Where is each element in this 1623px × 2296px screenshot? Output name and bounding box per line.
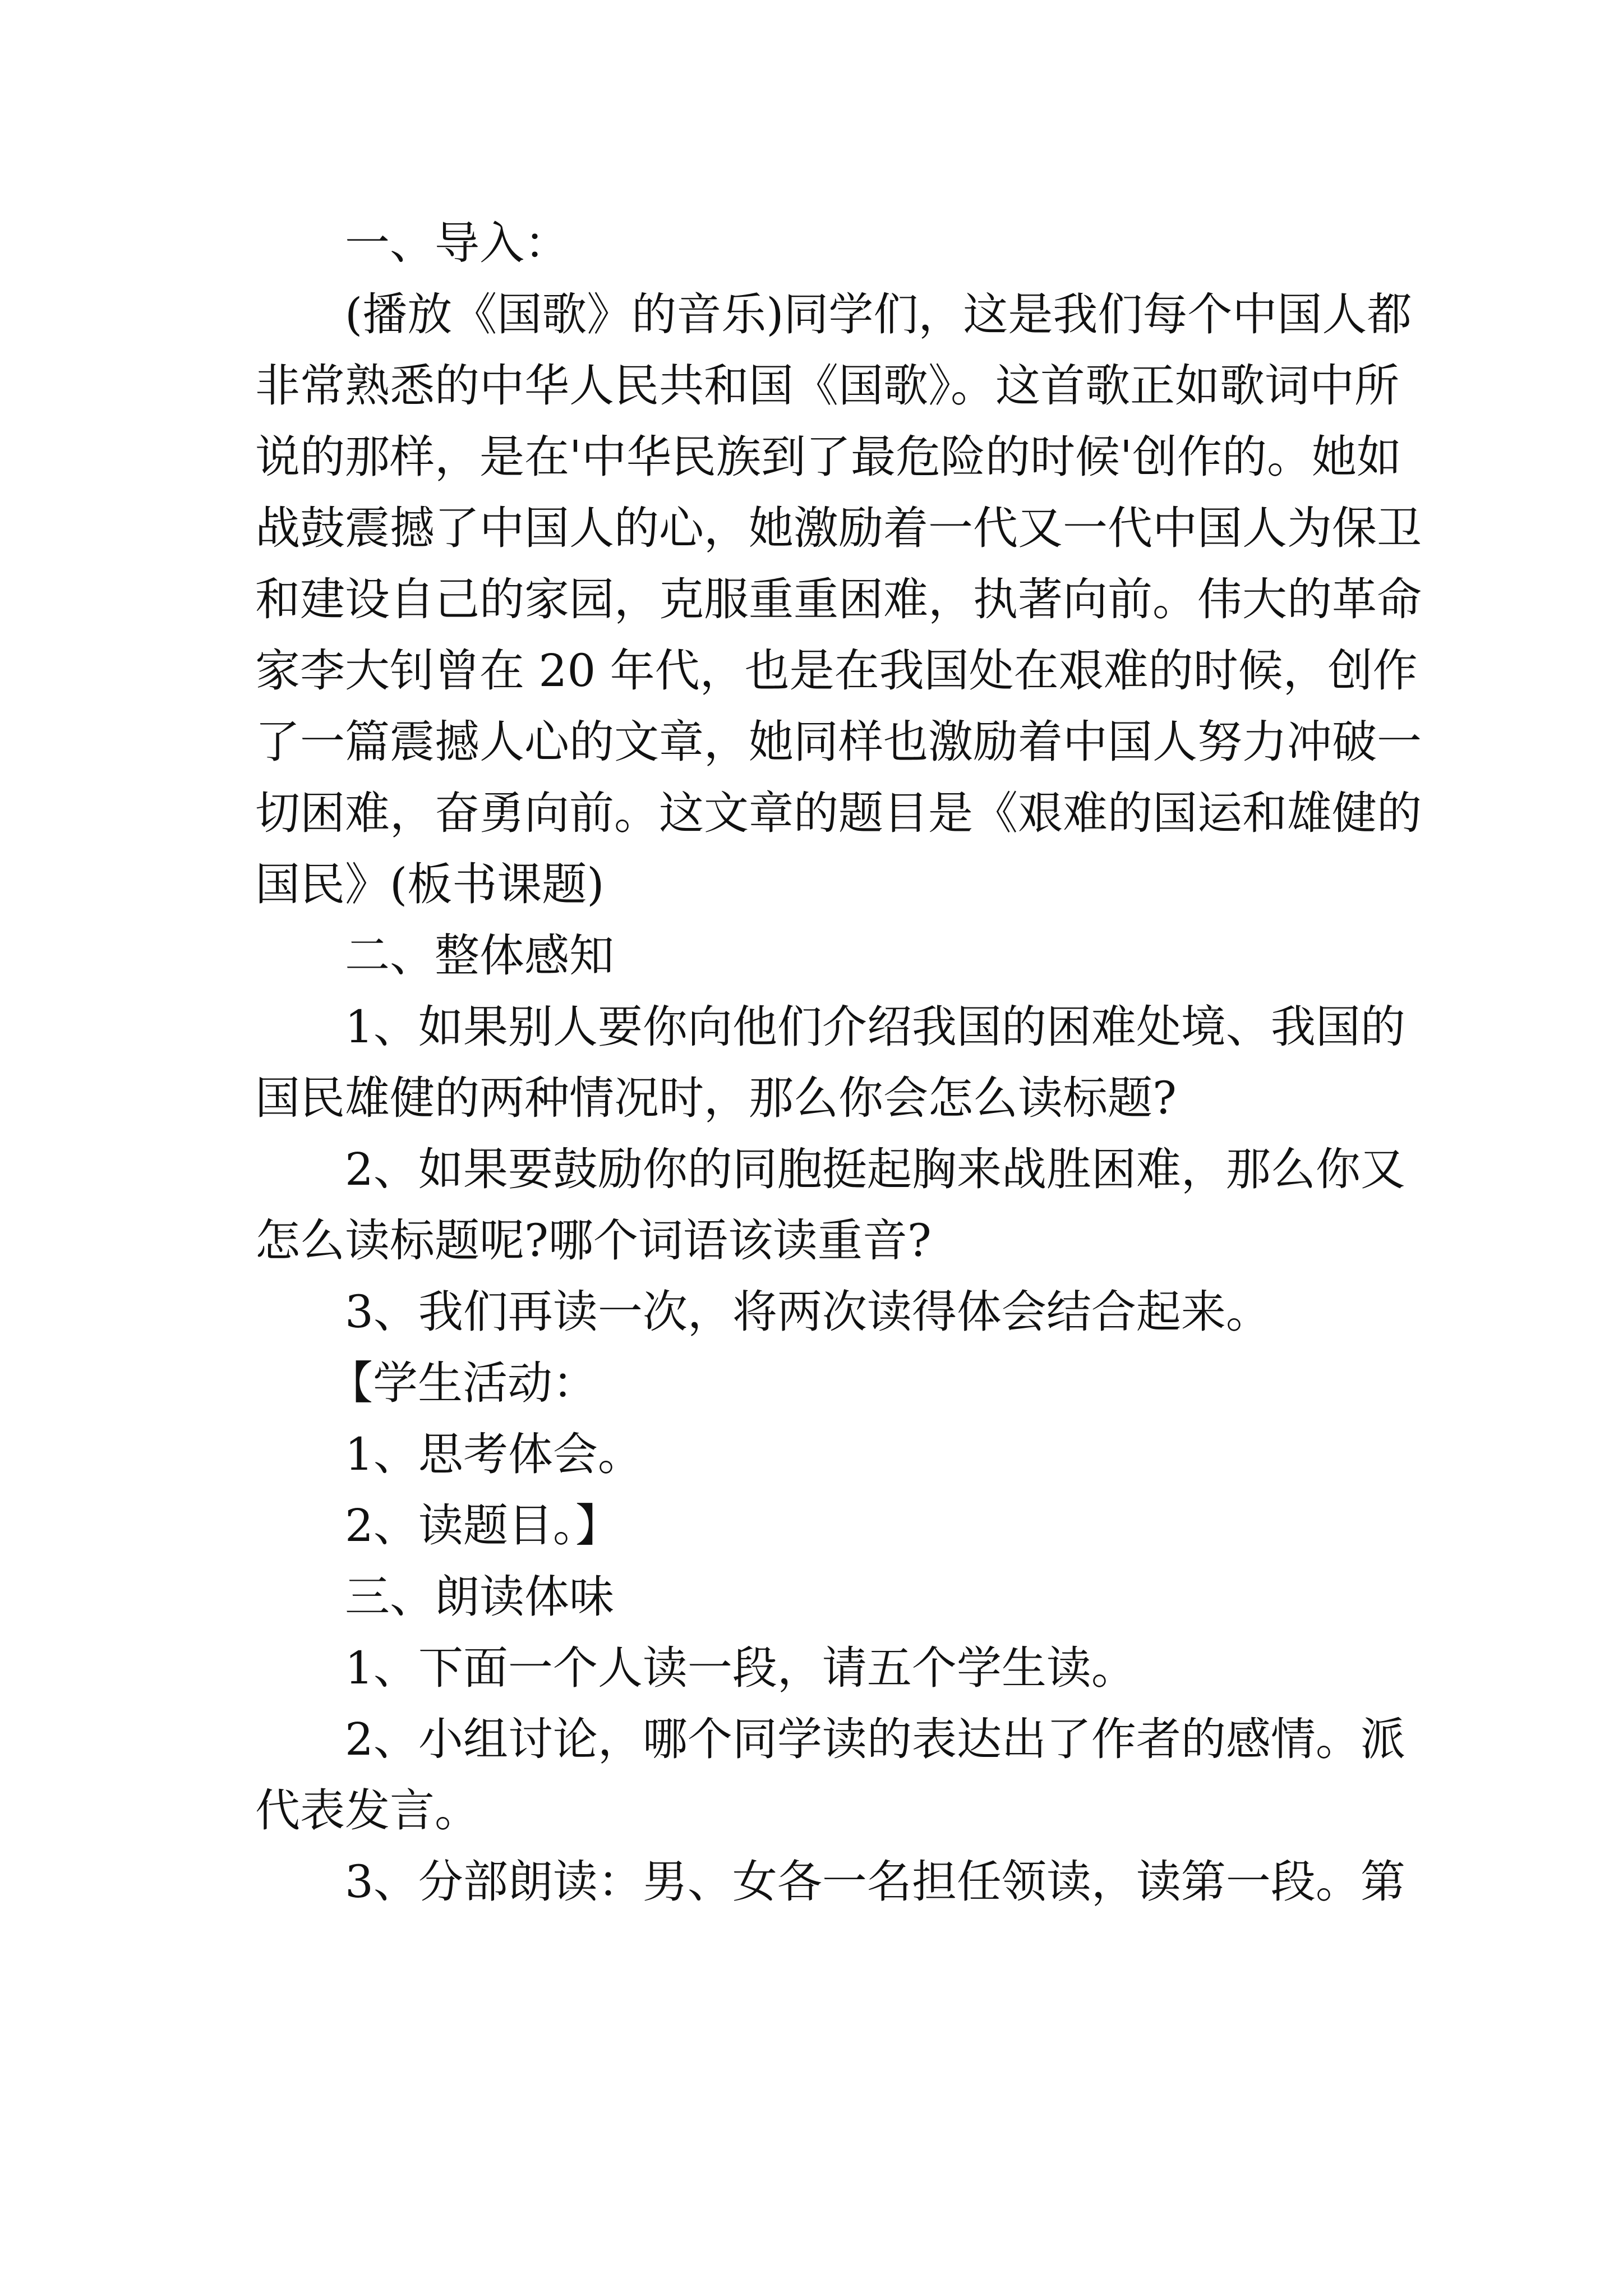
section-heading-overview: 二、整体感知 <box>345 930 614 982</box>
document-body <box>255 208 1422 1917</box>
paragraph-line: 切困难，奋勇向前。这文章的题目是《艰难的国运和雄健的 <box>255 787 1422 839</box>
paragraph-line: 战鼓震撼了中国人的心，她激励着一代又一代中国人为保卫 <box>255 502 1422 554</box>
paragraph-line: (播放《国歌》的音乐)同学们，这是我们每个中国人都 <box>345 288 1412 341</box>
list-item: 1、如果别人要你向他们介绍我国的困难处境、我国的 <box>345 1001 1405 1053</box>
list-item: 2、如果要鼓励你的同胞挺起胸来战胜困难，那么你又 <box>345 1143 1405 1195</box>
paragraph-line: 家李大钊曾在 20 年代，也是在我国处在艰难的时候，创作 <box>255 645 1418 697</box>
list-item-continuation: 国民雄健的两种情况时，那么你会怎么读标题? <box>255 1072 1177 1124</box>
paragraph-line: 和建设自己的家园，克服重重困难，执著向前。伟大的革命 <box>255 573 1422 625</box>
section-heading-reading: 三、朗读体味 <box>345 1571 614 1623</box>
paragraph-line: 说的那样，是在'中华民族到了最危险的时候'创作的。她如 <box>255 431 1401 483</box>
student-activity-heading: 【学生活动： <box>328 1357 597 1409</box>
list-item-continuation: 代表发言。 <box>255 1784 479 1837</box>
section-heading-intro: 一、导入： <box>345 217 569 269</box>
list-item-continuation: 怎么读标题呢?哪个词语该读重音? <box>255 1214 932 1267</box>
list-item: 2、读题目。】 <box>345 1499 620 1552</box>
list-item: 3、我们再读一次，将两次读得体会结合起来。 <box>345 1286 1271 1338</box>
list-item: 1、下面一个人读一段，请五个学生读。 <box>345 1642 1136 1694</box>
paragraph-line: 了一篇震撼人心的文章，她同样也激励着中国人努力冲破一 <box>255 716 1422 768</box>
paragraph-line: 非常熟悉的中华人民共和国《国歌》。这首歌正如歌词中所 <box>255 360 1399 412</box>
list-item: 2、小组讨论，哪个同学读的表达出了作者的感情。派 <box>345 1713 1405 1765</box>
list-item: 1、思考体会。 <box>345 1428 643 1480</box>
paragraph-line: 国民》(板书课题) <box>255 858 605 910</box>
list-item: 3、分部朗读：男、女各一名担任领读，读第一段。第 <box>345 1856 1405 1908</box>
